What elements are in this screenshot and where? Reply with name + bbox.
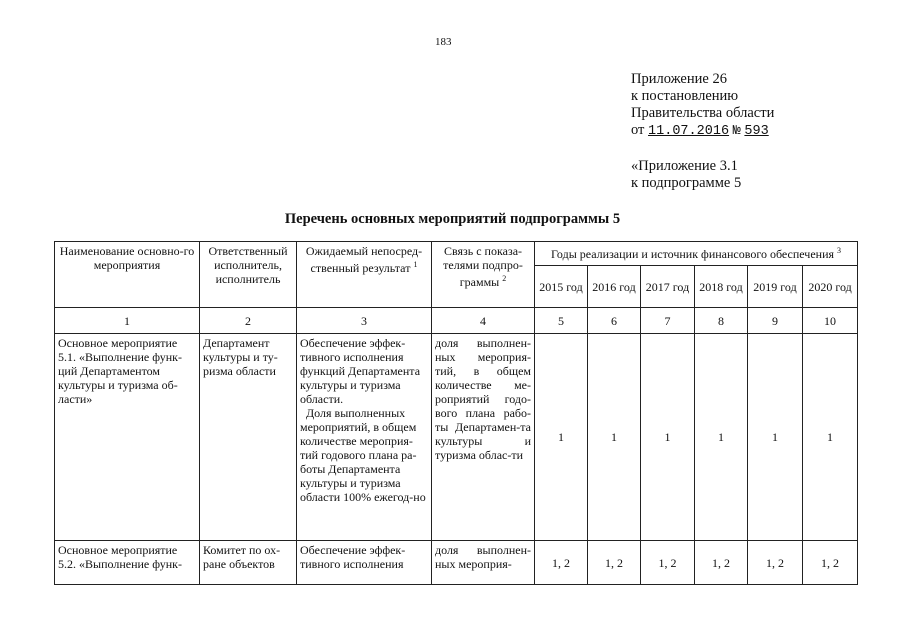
- year-value: 1, 2: [803, 541, 858, 585]
- column-number: 5: [535, 308, 588, 334]
- year-value: 1, 2: [695, 541, 748, 585]
- header-row-1: [55, 242, 858, 266]
- measure-result: [297, 334, 432, 541]
- result-paragraph: Обеспечение эффек-тивного исполнения функций Департамента культуры и туризма области.: [300, 336, 421, 406]
- header-result: Ожидаемый непосред-ственный результат $^1$: [297, 242, 432, 308]
- appendix-line-3: Правительства области: [631, 105, 775, 121]
- sub-appendix-block: [631, 158, 741, 192]
- column-number: 8: [695, 308, 748, 334]
- header-link: Связь с показа-телями подпро-граммы $^2$: [432, 242, 535, 308]
- measure-name: Основное мероприятие 5.1. «Выполнение функ-ций Департаментом культуры и туризма об-ласти»: [55, 334, 200, 541]
- measure-link: доля выполнен-ных мероприя-: [432, 541, 535, 585]
- column-number: 2: [200, 308, 297, 334]
- result-paragraph: Доля выполненных мероприятий, в общем количестве мероприя-тий годового плана ра-боты Департамента культуры и туризма области 100% ежегод-но: [300, 406, 426, 504]
- result-paragraph: Обеспечение эффек-тивного исполнения: [300, 543, 406, 571]
- header-executor: Ответственный исполнитель, исполнитель: [200, 242, 297, 308]
- appendix-line-1: Приложение 26: [631, 71, 727, 87]
- year-value: 1: [803, 334, 858, 541]
- sub-appendix-line-2: к подпрограмме 5: [631, 175, 742, 191]
- year-value: 1, 2: [641, 541, 695, 585]
- resolution-date: 11.07.2016: [648, 124, 730, 139]
- year-value: 1: [695, 334, 748, 541]
- year-value: 1: [588, 334, 641, 541]
- column-number-row: [55, 308, 858, 334]
- date-prefix: от: [631, 122, 645, 138]
- measure-result: [297, 541, 432, 585]
- table-row: [55, 334, 858, 541]
- header-year-2019: 2019 год: [748, 266, 803, 308]
- column-number: 1: [55, 308, 200, 334]
- header-year-2016: 2016 год: [588, 266, 641, 308]
- column-number: 3: [297, 308, 432, 334]
- header-year-2020: 2020 год: [803, 266, 858, 308]
- page-number: 183: [435, 36, 452, 48]
- measures-table: [54, 241, 858, 585]
- column-number: 10: [803, 308, 858, 334]
- header-name: Наименование основно-го мероприятия: [55, 242, 200, 308]
- document-title: Перечень основных мероприятий подпрограммы 5: [284, 211, 621, 227]
- year-value: 1, 2: [588, 541, 641, 585]
- measure-link: доля выполнен-ных мероприя-тий, в общем количестве ме-роприятий годо-вого плана рабо-ты Департамен-та культуры и туризма облас-ти: [432, 334, 535, 541]
- year-value: 1: [748, 334, 803, 541]
- year-value: 1, 2: [535, 541, 588, 585]
- table-row: [55, 541, 858, 585]
- measure-name: Основное мероприятие 5.2. «Выполнение функ-: [55, 541, 200, 585]
- appendix-line-2: к постановлению: [631, 88, 739, 104]
- column-number: 7: [641, 308, 695, 334]
- appendix-block: [631, 71, 774, 140]
- sub-appendix-line-1: «Приложение 3.1: [631, 158, 738, 174]
- appendix-date-line: [631, 122, 774, 140]
- resolution-number: 593: [744, 124, 769, 139]
- year-value: 1: [641, 334, 695, 541]
- header-year-2017: 2017 год: [641, 266, 695, 308]
- header-year-2015: 2015 год: [535, 266, 588, 308]
- header-year-2018: 2018 год: [695, 266, 748, 308]
- year-value: 1, 2: [748, 541, 803, 585]
- column-number: 4: [432, 308, 535, 334]
- column-number: 6: [588, 308, 641, 334]
- year-value: 1: [535, 334, 588, 541]
- measure-executor: Комитет по ох-ране объектов: [200, 541, 297, 585]
- column-number: 9: [748, 308, 803, 334]
- header-years-group: Годы реализации и источник финансового обеспечения $^3$: [535, 242, 858, 266]
- measure-executor: Департамент культуры и ту-ризма области: [200, 334, 297, 541]
- number-sign: №: [732, 124, 741, 139]
